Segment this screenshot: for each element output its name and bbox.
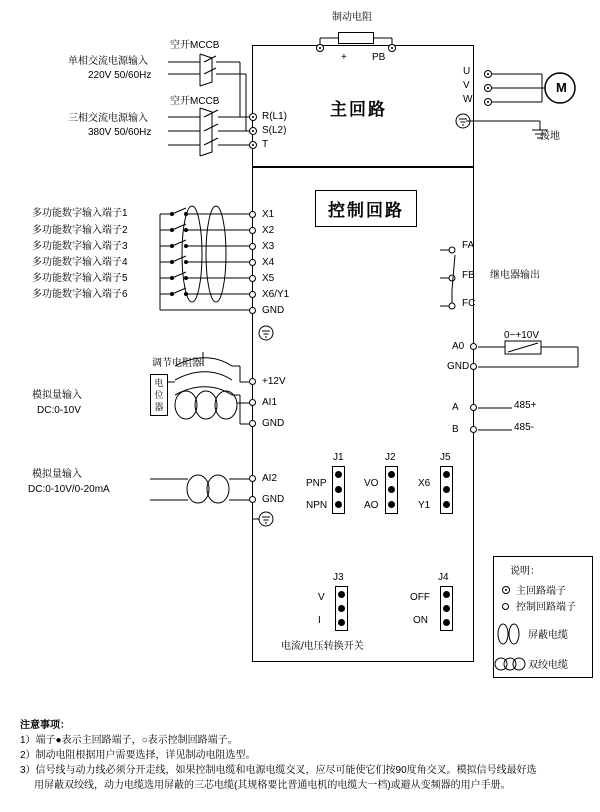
- digital-input-label-2: 多功能数字输入端子2: [32, 225, 128, 236]
- rs485-minus-label: 485-: [514, 422, 535, 433]
- jumper-j5-name: J5: [440, 452, 451, 463]
- digital-input-label-3: 多功能数字输入端子3: [32, 241, 128, 252]
- notes-title: 注意事项：: [20, 720, 70, 731]
- jumper-j4-top: OFF: [410, 592, 430, 603]
- rs485-plus-label: 485+: [514, 400, 537, 411]
- single-phase-label-1: 单相交流电源输入: [68, 56, 148, 67]
- terminal-label-gnd-ai2: GND: [262, 494, 285, 505]
- switch-caption: 电流/电压转换开关: [281, 641, 364, 652]
- jumper-j5-top: X6: [418, 478, 431, 489]
- terminal-label-x2: X2: [262, 225, 275, 236]
- legend-item-1: 主回路端子: [516, 586, 566, 597]
- terminal-label-u: U: [463, 66, 471, 77]
- legend-item-4: 双绞电缆: [528, 660, 568, 671]
- jumper-j2-bottom: AO: [364, 500, 379, 511]
- jumper-j3-name: J3: [333, 572, 344, 583]
- analog-out-range-label: 0~+10V: [504, 330, 540, 341]
- terminal-label-gnd-ai1: GND: [262, 418, 285, 429]
- mccb-single-label: 空开MCCB: [170, 40, 220, 51]
- jumper-j3-bottom: I: [318, 615, 321, 626]
- jumper-j3-top: V: [318, 592, 325, 603]
- terminal-label-fa: FA: [462, 240, 475, 251]
- terminal-label-x6y1: X6/Y1: [262, 289, 290, 300]
- terminal-label-fc: FC: [462, 298, 476, 309]
- digital-input-label-4: 多功能数字输入端子4: [32, 257, 128, 268]
- jumper-j1-bottom: NPN: [306, 500, 328, 511]
- legend-item-3: 屏蔽电缆: [528, 630, 568, 641]
- terminal-label-x3: X3: [262, 241, 275, 252]
- single-phase-label-2: 220V 50/60Hz: [88, 70, 152, 81]
- terminal-label-t: T: [262, 139, 269, 150]
- terminal-label-a485: A: [452, 402, 459, 413]
- note-1: 1）端子●表示主回路端子，○表示控制回路端子。: [20, 735, 238, 746]
- terminal-label-w: W: [463, 94, 473, 105]
- mccb-three-label: 空开MCCB: [170, 96, 220, 107]
- analog-input1-label-2: DC:0-10V: [37, 405, 81, 416]
- terminal-label-12v: +12V: [262, 376, 286, 387]
- analog-input1-label-1: 模拟量输入: [32, 390, 82, 401]
- three-phase-label-2: 380V 50/60Hz: [88, 127, 152, 138]
- digital-input-label-5: 多功能数字输入端子5: [32, 273, 128, 284]
- jumper-j2-top: VO: [364, 478, 379, 489]
- terminal-label-x1: X1: [262, 209, 275, 220]
- terminal-label-gnd-ao: GND: [447, 361, 470, 372]
- notes-block: [20, 718, 585, 793]
- digital-input-label-6: 多功能数字输入端子6: [32, 289, 128, 300]
- analog-input2-label-1: 模拟量输入: [32, 469, 82, 480]
- jumper-j4-bottom: ON: [413, 615, 428, 626]
- terminal-label-r: R(L1): [262, 111, 288, 122]
- note-4: 用屏蔽双绞线，动力电缆选用屏蔽的三芯电缆(其规格要比普通电机的电缆大一档)或避从变频器的用户手册。: [34, 780, 511, 791]
- analog-input2-label-2: DC:0-10V/0-20mA: [28, 484, 110, 495]
- motor-label: M: [556, 80, 567, 95]
- note-3: 3）信号线与动力线必须分开走线，如果控制电缆和电源电缆交叉，应尽可能使它们按90度角交叉。模拟信号线最好选: [20, 765, 537, 776]
- terminal-label-x4: X4: [262, 257, 275, 268]
- terminal-label-fb: FB: [462, 270, 475, 281]
- legend-title: 说明：: [510, 566, 540, 577]
- jumper-j5-bottom: Y1: [418, 500, 431, 511]
- brake-resistor-label: 制动电阻: [332, 12, 372, 23]
- digital-input-label-1: 多功能数字输入端子1: [32, 208, 128, 219]
- terminal-label-gnd-digital: GND: [262, 305, 285, 316]
- brake-pb-label: PB: [372, 52, 386, 63]
- terminal-label-ai2: AI2: [262, 473, 278, 484]
- main-circuit-title: 主回路: [330, 100, 387, 119]
- potentiometer-label: 调节电阻器: [152, 358, 202, 369]
- control-circuit-title: 控制回路: [315, 190, 417, 227]
- terminal-label-x5: X5: [262, 273, 275, 284]
- jumper-j4-name: J4: [438, 572, 449, 583]
- terminal-label-ai1: AI1: [262, 397, 278, 408]
- potentiometer-vertical-label: 电位器: [150, 374, 168, 416]
- brake-plus-label: +: [341, 52, 347, 63]
- three-phase-label-1: 三相交流电源输入: [68, 113, 148, 124]
- relay-output-label: 继电器输出: [490, 270, 540, 281]
- jumper-j1-name: J1: [333, 452, 344, 463]
- ground-label: 接地: [540, 131, 560, 142]
- note-2: 2）制动电阻根据用户需要选择，详见制动电阻选型。: [20, 750, 256, 761]
- terminal-label-b485: B: [452, 424, 459, 435]
- jumper-j2-name: J2: [385, 452, 396, 463]
- terminal-label-v: V: [463, 80, 470, 91]
- legend-item-2: 控制回路端子: [516, 602, 576, 613]
- jumper-j1-top: PNP: [306, 478, 327, 489]
- terminal-label-a0: A0: [452, 341, 465, 352]
- terminal-label-s: S(L2): [262, 125, 287, 136]
